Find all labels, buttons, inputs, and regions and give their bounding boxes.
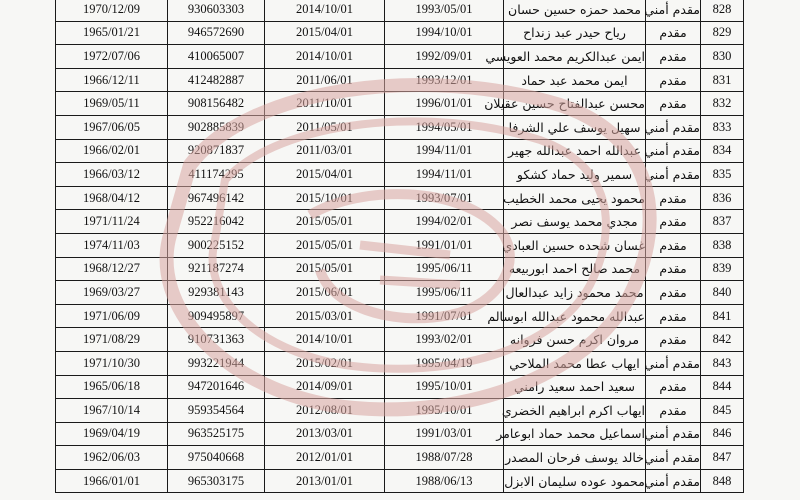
- table-row: [56, 68, 744, 92]
- appointment-date-cell: 2015/04/01: [265, 21, 385, 45]
- table-row: [56, 446, 744, 470]
- serial-number-cell: 830: [701, 45, 744, 69]
- join-date-cell: 1988/06/13: [385, 469, 504, 493]
- birth-date-cell: 1971/10/30: [56, 351, 168, 375]
- national-number-cell: 411174295: [168, 163, 265, 187]
- name-cell: ايمن عبدالكريم محمد العويسي: [504, 45, 646, 69]
- table-row: [56, 304, 744, 328]
- name-cell: اسماعيل محمد حماد ابوعامر: [504, 422, 646, 446]
- birth-date-cell: 1969/03/27: [56, 281, 168, 305]
- appointment-date-cell: 2014/10/01: [265, 45, 385, 69]
- name-cell: ايمن محمد عبد حماد: [504, 68, 646, 92]
- join-date-cell: 1994/11/01: [385, 139, 504, 163]
- national-number-cell: 902885839: [168, 115, 265, 139]
- join-date-cell: 1994/11/01: [385, 163, 504, 187]
- rank-cell: مقدم: [646, 281, 701, 305]
- serial-number-cell: 838: [701, 233, 744, 257]
- join-date-cell: 1988/07/28: [385, 446, 504, 470]
- national-number-cell: 959354564: [168, 399, 265, 423]
- officers-table-body: [56, 0, 744, 493]
- name-cell: محمود يحيى محمد الخطيب: [504, 186, 646, 210]
- national-number-cell: 967496142: [168, 186, 265, 210]
- table-row: [56, 0, 744, 21]
- rank-cell: مقدم أمني: [646, 422, 701, 446]
- rank-cell: مقدم: [646, 257, 701, 281]
- rank-cell: مقدم: [646, 186, 701, 210]
- birth-date-cell: 1965/01/21: [56, 21, 168, 45]
- birth-date-cell: 1968/12/27: [56, 257, 168, 281]
- national-number-cell: 952216042: [168, 210, 265, 234]
- table-row: [56, 21, 744, 45]
- join-date-cell: 1993/02/01: [385, 328, 504, 352]
- table-row: [56, 233, 744, 257]
- serial-number-cell: 844: [701, 375, 744, 399]
- birth-date-cell: 1966/12/11: [56, 68, 168, 92]
- table-row: [56, 328, 744, 352]
- birth-date-cell: 1968/04/12: [56, 186, 168, 210]
- name-cell: سهيل يوسف علي الشرفا: [504, 115, 646, 139]
- join-date-cell: 1993/05/01: [385, 0, 504, 21]
- table-row: [56, 115, 744, 139]
- national-number-cell: 920871837: [168, 139, 265, 163]
- serial-number-cell: 834: [701, 139, 744, 163]
- join-date-cell: 1992/09/01: [385, 45, 504, 69]
- birth-date-cell: 1966/01/01: [56, 469, 168, 493]
- rank-cell: مقدم: [646, 92, 701, 116]
- join-date-cell: 1995/06/11: [385, 257, 504, 281]
- serial-number-cell: 846: [701, 422, 744, 446]
- national-number-cell: 410065007: [168, 45, 265, 69]
- rank-cell: مقدم: [646, 233, 701, 257]
- national-number-cell: 930603303: [168, 0, 265, 21]
- appointment-date-cell: 2011/06/01: [265, 68, 385, 92]
- appointment-date-cell: 2015/06/01: [265, 281, 385, 305]
- join-date-cell: 1991/07/01: [385, 304, 504, 328]
- serial-number-cell: 841: [701, 304, 744, 328]
- join-date-cell: 1995/10/01: [385, 375, 504, 399]
- appointment-date-cell: 2013/03/01: [265, 422, 385, 446]
- appointment-date-cell: 2015/04/01: [265, 163, 385, 187]
- rank-cell: مقدم: [646, 375, 701, 399]
- table-row: [56, 139, 744, 163]
- national-number-cell: 965303175: [168, 469, 265, 493]
- rank-cell: مقدم أمني: [646, 0, 701, 21]
- join-date-cell: 1993/12/01: [385, 68, 504, 92]
- national-number-cell: 921187274: [168, 257, 265, 281]
- serial-number-cell: 835: [701, 163, 744, 187]
- table-row: [56, 92, 744, 116]
- join-date-cell: 1993/07/01: [385, 186, 504, 210]
- appointment-date-cell: 2015/02/01: [265, 351, 385, 375]
- birth-date-cell: 1974/11/03: [56, 233, 168, 257]
- table-row: [56, 45, 744, 69]
- birth-date-cell: 1971/08/29: [56, 328, 168, 352]
- serial-number-cell: 842: [701, 328, 744, 352]
- name-cell: محمد صالح احمد ابوربيعه: [504, 257, 646, 281]
- name-cell: محمود عوده سليمان الابزل: [504, 469, 646, 493]
- appointment-date-cell: 2015/05/01: [265, 233, 385, 257]
- join-date-cell: 1996/01/01: [385, 92, 504, 116]
- serial-number-cell: 845: [701, 399, 744, 423]
- name-cell: محمد حمزه حسين حسان: [504, 0, 646, 21]
- serial-number-cell: 833: [701, 115, 744, 139]
- national-number-cell: 993221944: [168, 351, 265, 375]
- national-number-cell: 963525175: [168, 422, 265, 446]
- national-number-cell: 946572690: [168, 21, 265, 45]
- national-number-cell: 908156482: [168, 92, 265, 116]
- table-row: [56, 163, 744, 187]
- appointment-date-cell: 2011/10/01: [265, 92, 385, 116]
- national-number-cell: 975040668: [168, 446, 265, 470]
- join-date-cell: 1991/03/01: [385, 422, 504, 446]
- table-row: [56, 469, 744, 493]
- rank-cell: مقدم أمني: [646, 115, 701, 139]
- national-number-cell: 929381143: [168, 281, 265, 305]
- name-cell: عبدالله محمود عبدالله ابوسالم: [504, 304, 646, 328]
- name-cell: غسان شحده حسين العبادي: [504, 233, 646, 257]
- join-date-cell: 1994/10/01: [385, 21, 504, 45]
- serial-number-cell: 836: [701, 186, 744, 210]
- appointment-date-cell: 2015/05/01: [265, 210, 385, 234]
- table-row: [56, 281, 744, 305]
- national-number-cell: 900225152: [168, 233, 265, 257]
- rank-cell: مقدم: [646, 210, 701, 234]
- table-row: [56, 399, 744, 423]
- national-number-cell: 412482887: [168, 68, 265, 92]
- birth-date-cell: 1962/06/03: [56, 446, 168, 470]
- national-number-cell: 947201646: [168, 375, 265, 399]
- rank-cell: مقدم أمني: [646, 351, 701, 375]
- join-date-cell: 1995/04/19: [385, 351, 504, 375]
- name-cell: ايهاب اكرم ابراهيم الخضري: [504, 399, 646, 423]
- name-cell: مجدي محمد يوسف نصر: [504, 210, 646, 234]
- appointment-date-cell: 2014/09/01: [265, 375, 385, 399]
- serial-number-cell: 847: [701, 446, 744, 470]
- join-date-cell: 1994/05/01: [385, 115, 504, 139]
- birth-date-cell: 1966/03/12: [56, 163, 168, 187]
- appointment-date-cell: 2012/08/01: [265, 399, 385, 423]
- name-cell: سعيد احمد سعيد رامني: [504, 375, 646, 399]
- appointment-date-cell: 2014/10/01: [265, 0, 385, 21]
- birth-date-cell: 1969/04/19: [56, 422, 168, 446]
- name-cell: خالد يوسف فرحان المصدر: [504, 446, 646, 470]
- table-row: [56, 375, 744, 399]
- table-row: [56, 186, 744, 210]
- rank-cell: مقدم أمني: [646, 139, 701, 163]
- rank-cell: مقدم: [646, 45, 701, 69]
- birth-date-cell: 1972/07/06: [56, 45, 168, 69]
- serial-number-cell: 839: [701, 257, 744, 281]
- name-cell: سمير وليد حماد كشكو: [504, 163, 646, 187]
- rank-cell: مقدم: [646, 68, 701, 92]
- appointment-date-cell: 2012/01/01: [265, 446, 385, 470]
- table-row: [56, 422, 744, 446]
- serial-number-cell: 848: [701, 469, 744, 493]
- rank-cell: مقدم: [646, 328, 701, 352]
- officers-table: [55, 0, 744, 493]
- serial-number-cell: 837: [701, 210, 744, 234]
- rank-cell: مقدم: [646, 304, 701, 328]
- serial-number-cell: 831: [701, 68, 744, 92]
- serial-number-cell: 829: [701, 21, 744, 45]
- join-date-cell: 1995/10/01: [385, 399, 504, 423]
- birth-date-cell: 1967/10/14: [56, 399, 168, 423]
- appointment-date-cell: 2015/03/01: [265, 304, 385, 328]
- name-cell: ايهاب عطا محمد الملاحي: [504, 351, 646, 375]
- join-date-cell: 1995/06/11: [385, 281, 504, 305]
- rank-cell: مقدم أمني: [646, 469, 701, 493]
- birth-date-cell: 1970/12/09: [56, 0, 168, 21]
- birth-date-cell: 1967/06/05: [56, 115, 168, 139]
- name-cell: محمد محمود زايد عبدالعال: [504, 281, 646, 305]
- rank-cell: مقدم: [646, 399, 701, 423]
- name-cell: رياح حيدر عبد زنداح: [504, 21, 646, 45]
- join-date-cell: 1991/01/01: [385, 233, 504, 257]
- national-number-cell: 909495897: [168, 304, 265, 328]
- rank-cell: مقدم أمني: [646, 446, 701, 470]
- appointment-date-cell: 2015/10/01: [265, 186, 385, 210]
- name-cell: محسن عبدالفتاح حسين عقيلان: [504, 92, 646, 116]
- birth-date-cell: 1965/06/18: [56, 375, 168, 399]
- table-row: [56, 210, 744, 234]
- appointment-date-cell: 2015/05/01: [265, 257, 385, 281]
- appointment-date-cell: 2013/01/01: [265, 469, 385, 493]
- birth-date-cell: 1971/06/09: [56, 304, 168, 328]
- serial-number-cell: 832: [701, 92, 744, 116]
- name-cell: عبدالله احمد عبدالله جهير: [504, 139, 646, 163]
- serial-number-cell: 843: [701, 351, 744, 375]
- rank-cell: مقدم أمني: [646, 163, 701, 187]
- join-date-cell: 1994/02/01: [385, 210, 504, 234]
- serial-number-cell: 828: [701, 0, 744, 21]
- name-cell: مروان اكرم حسن فروانه: [504, 328, 646, 352]
- rank-cell: مقدم: [646, 21, 701, 45]
- table-row: [56, 257, 744, 281]
- appointment-date-cell: 2011/05/01: [265, 115, 385, 139]
- table-row: [56, 351, 744, 375]
- birth-date-cell: 1971/11/24: [56, 210, 168, 234]
- serial-number-cell: 840: [701, 281, 744, 305]
- appointment-date-cell: 2011/03/01: [265, 139, 385, 163]
- birth-date-cell: 1969/05/11: [56, 92, 168, 116]
- birth-date-cell: 1966/02/01: [56, 139, 168, 163]
- national-number-cell: 910731363: [168, 328, 265, 352]
- appointment-date-cell: 2014/10/01: [265, 328, 385, 352]
